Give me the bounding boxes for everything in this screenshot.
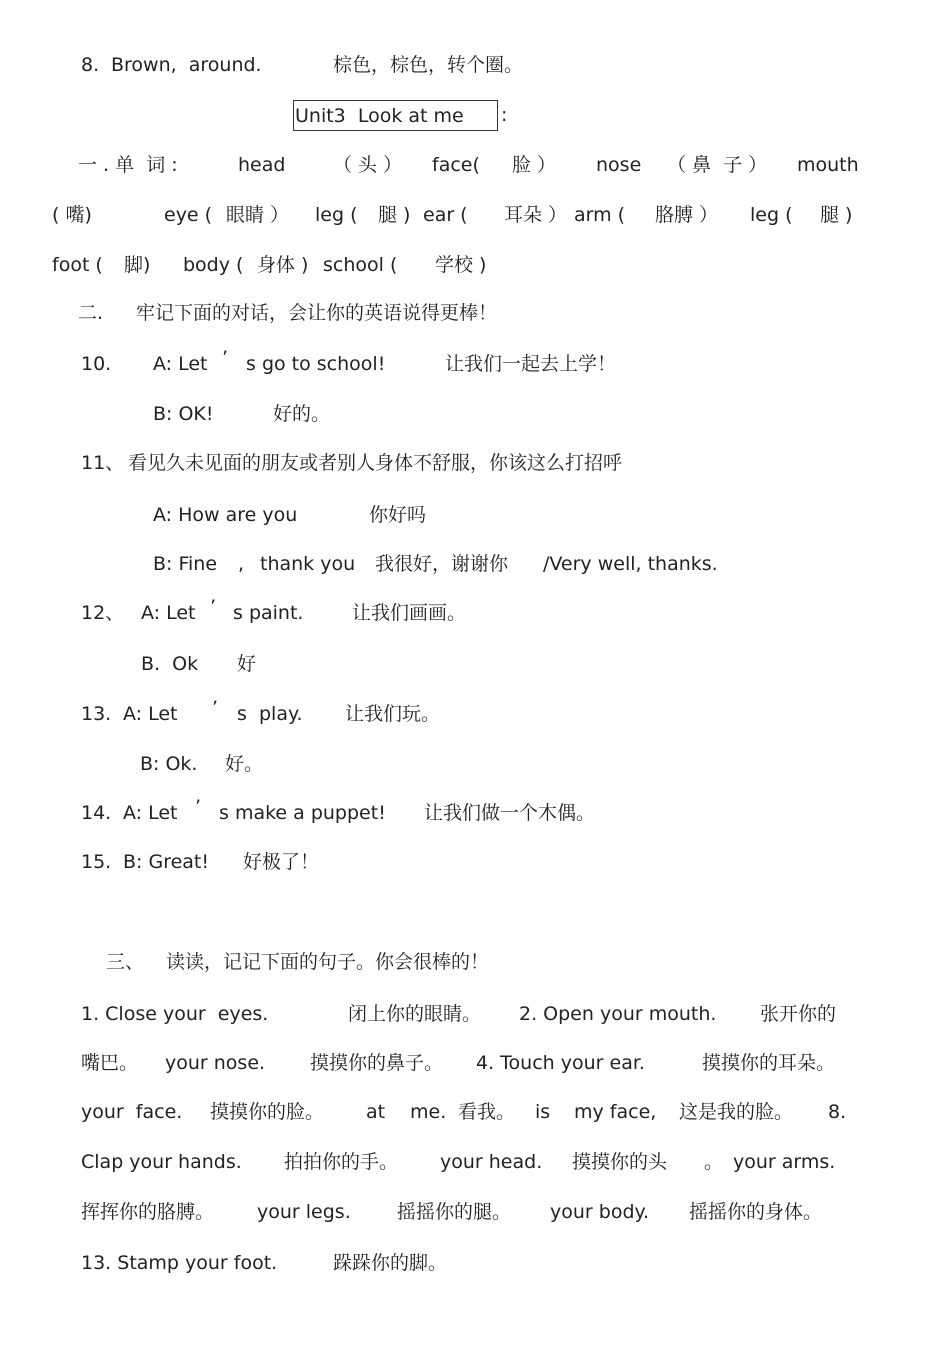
apostrophe: ’ (222, 347, 229, 369)
word-zh: 眼睛 ） (226, 204, 290, 226)
sentence-zh: 这是我的脸。 (679, 1101, 794, 1123)
unit-title-colon: : (501, 104, 508, 126)
word-en: body ( (183, 254, 244, 276)
sentence-zh: 。 (704, 1151, 724, 1173)
line-8-number: 8. (81, 54, 100, 76)
sentence-zh: 摸摸你的脸。 (210, 1101, 325, 1123)
dialog-b: B. Ok (141, 653, 199, 675)
word-en: eye ( (164, 204, 213, 226)
sentence-en: your face. (81, 1101, 183, 1123)
section-3-heading: 读读，记记下面的句子。你会很棒的！ (166, 951, 490, 973)
item-number: 15. (81, 851, 112, 873)
sentence-en: 2. Open your mouth. (519, 1003, 717, 1025)
dialog-zh: 好极了！ (243, 851, 320, 873)
dialog-zh: 让我们玩。 (345, 703, 441, 725)
word-en: head (238, 154, 286, 176)
sentence-en: at (366, 1101, 386, 1123)
sentence-en: your nose. (165, 1052, 266, 1074)
word-zh: 脚) (124, 254, 151, 276)
unit-title: Unit3 Look at me (295, 105, 464, 127)
sentence-en: my face, (574, 1101, 657, 1123)
word-en: school ( (323, 254, 398, 276)
dialog-zh: 让我们画画。 (352, 602, 467, 624)
word-zh: 学校 ) (435, 254, 487, 276)
word-zh: 腿 ) (378, 204, 411, 226)
section-3-label: 三、 (106, 951, 145, 973)
word-zh: 耳朵 ） (504, 204, 568, 226)
sentence-zh: 嘴巴。 (81, 1052, 139, 1074)
word-zh: （ 头 ） (333, 154, 403, 176)
line-8-english: Brown, around. (111, 54, 262, 76)
sentence-zh: 跺跺你的脚。 (333, 1252, 448, 1274)
dialog-b: /Very well, thanks. (543, 553, 718, 575)
dialog-a: s go to school! (246, 353, 386, 375)
word-en: arm ( (574, 204, 626, 226)
word-en: face( (432, 154, 480, 176)
section-2-heading: 牢记下面的对话，会让你的英语说得更棒！ (136, 302, 498, 324)
sentence-zh: 摇摇你的身体。 (689, 1201, 823, 1223)
sentence-en: your body. (550, 1201, 650, 1223)
item-text: 看见久未见面的朋友或者别人身体不舒服，你该这么打招呼 (128, 452, 623, 474)
dialog-a: A: Let (141, 602, 196, 624)
item-number: 11、 (81, 452, 125, 474)
dialog-a: s make a puppet! (219, 802, 386, 824)
dialog-b: B: OK! (153, 403, 214, 425)
dialog-zh: 让我们做一个木偶。 (424, 802, 596, 824)
word-zh: 腿 ) (820, 204, 853, 226)
item-number: 14. (81, 802, 112, 824)
sentence-zh: 摸摸你的头 (572, 1151, 668, 1173)
line-8-chinese: 棕色，棕色，转个圈。 (333, 54, 524, 76)
word-zh: 身体 ) (257, 254, 309, 276)
item-number: 12、 (81, 602, 125, 624)
dialog-a: A: Let (123, 703, 178, 725)
word-en: leg ( (315, 204, 358, 226)
sentence-zh: 拍拍你的手。 (284, 1151, 399, 1173)
dialog-zh: 好 (237, 653, 257, 675)
apostrophe: ’ (195, 796, 202, 818)
dialog-b: , (238, 553, 245, 575)
word-en: nose (596, 154, 642, 176)
sentence-zh: 摸摸你的鼻子。 (310, 1052, 444, 1074)
item-number: 10. (81, 353, 112, 375)
dialog-zh: 好。 (225, 753, 264, 775)
sentence-zh: 摸摸你的耳朵。 (702, 1052, 836, 1074)
word-en: mouth (797, 154, 859, 176)
word-zh: 脸 ） (512, 154, 557, 176)
sentence-en: 13. Stamp your foot. (81, 1252, 278, 1274)
dialog-zh: 你好吗 (369, 504, 427, 526)
dialog-a: A: Let (153, 353, 208, 375)
section-2-label: 二. (78, 302, 104, 324)
sentence-zh: 张开你的 (760, 1003, 837, 1025)
dialog-b: B: Great! (123, 851, 209, 873)
word-en: leg ( (750, 204, 793, 226)
dialog-zh: 让我们一起去上学！ (445, 353, 617, 375)
dialog-a: s play. (237, 703, 303, 725)
sentence-en: 1. Close your eyes. (81, 1003, 269, 1025)
word-en: ear ( (423, 204, 468, 226)
dialog-zh: 好的。 (273, 403, 331, 425)
sentence-en: your legs. (257, 1201, 351, 1223)
sentence-en: Clap your hands. (81, 1151, 242, 1173)
section-1-label: 一 . 单 词 : (78, 154, 178, 176)
sentence-zh: 摇摇你的腿。 (397, 1201, 512, 1223)
word-zh: （ 鼻 子 ） (667, 154, 768, 176)
sentence-zh: 看我。 (458, 1101, 516, 1123)
dialog-zh: 我很好，谢谢你 (375, 553, 509, 575)
sentence-en: your head. (440, 1151, 543, 1173)
unit-title-box (293, 100, 498, 131)
dialog-b: thank you (260, 553, 356, 575)
sentence-en: is (535, 1101, 551, 1123)
apostrophe: ’ (212, 697, 219, 719)
dialog-a: s paint. (233, 602, 304, 624)
word-zh: 胳膊 ） (655, 204, 719, 226)
dialog-a: A: Let (123, 802, 178, 824)
sentence-en: me. (410, 1101, 447, 1123)
dialog-b: B: Fine (153, 553, 218, 575)
sentence-zh: 闭上你的眼睛。 (348, 1003, 482, 1025)
dialog-a: A: How are you (153, 504, 298, 526)
word-en: foot ( (52, 254, 103, 276)
sentence-zh: 挥挥你的胳膊。 (81, 1201, 215, 1223)
item-number: 13. (81, 703, 112, 725)
sentence-en: 4. Touch your ear. (476, 1052, 645, 1074)
sentence-en: 8. (828, 1101, 847, 1123)
apostrophe: ’ (210, 596, 217, 618)
sentence-en: your arms. (733, 1151, 836, 1173)
word-zh: ( 嘴) (52, 204, 92, 226)
dialog-b: B: Ok. (140, 753, 198, 775)
